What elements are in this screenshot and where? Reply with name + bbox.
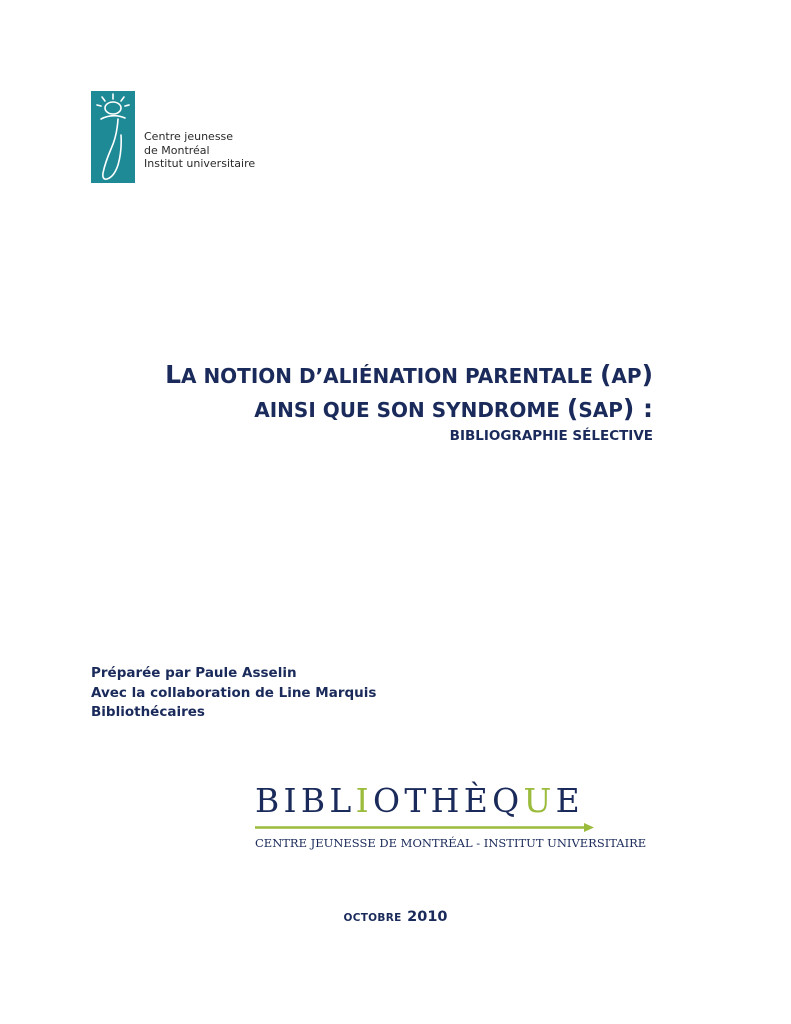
document-title: [165, 360, 653, 445]
library-logo: [255, 781, 647, 850]
title-line-2: AINSI QUE SON SYNDROME (SAP) :: [254, 394, 653, 423]
title-line-1: LA NOTION D’ALIÉNATION PARENTALE (AP): [165, 360, 653, 389]
logo-line: Institut universitaire: [144, 157, 256, 170]
library-subtitle: CENTRE JEUNESSE DE MONTRÉAL - INSTITUT UNIVERSITAIRE: [255, 836, 647, 850]
logo-line: de Montréal: [144, 143, 210, 157]
library-name: BIBLIOTHÈQUE: [255, 781, 585, 820]
date-month: OCTOBRE: [343, 912, 402, 924]
date-year: 2010: [407, 909, 448, 925]
arrow-right-icon: [255, 823, 595, 832]
organization-name: [144, 130, 255, 171]
child-figure-icon: [91, 91, 135, 183]
document-subtitle: BIBLIOGRAPHIE SÉLECTIVE: [449, 428, 653, 444]
logo-line: Centre jeunesse: [144, 130, 234, 143]
credit-line: Préparée par Paule Asselin: [91, 665, 297, 681]
credit-line: Avec la collaboration de Line Marquis: [91, 684, 377, 701]
credit-line: Bibliothécaires: [91, 704, 205, 720]
publication-date: [0, 906, 791, 925]
credits: [91, 664, 376, 723]
